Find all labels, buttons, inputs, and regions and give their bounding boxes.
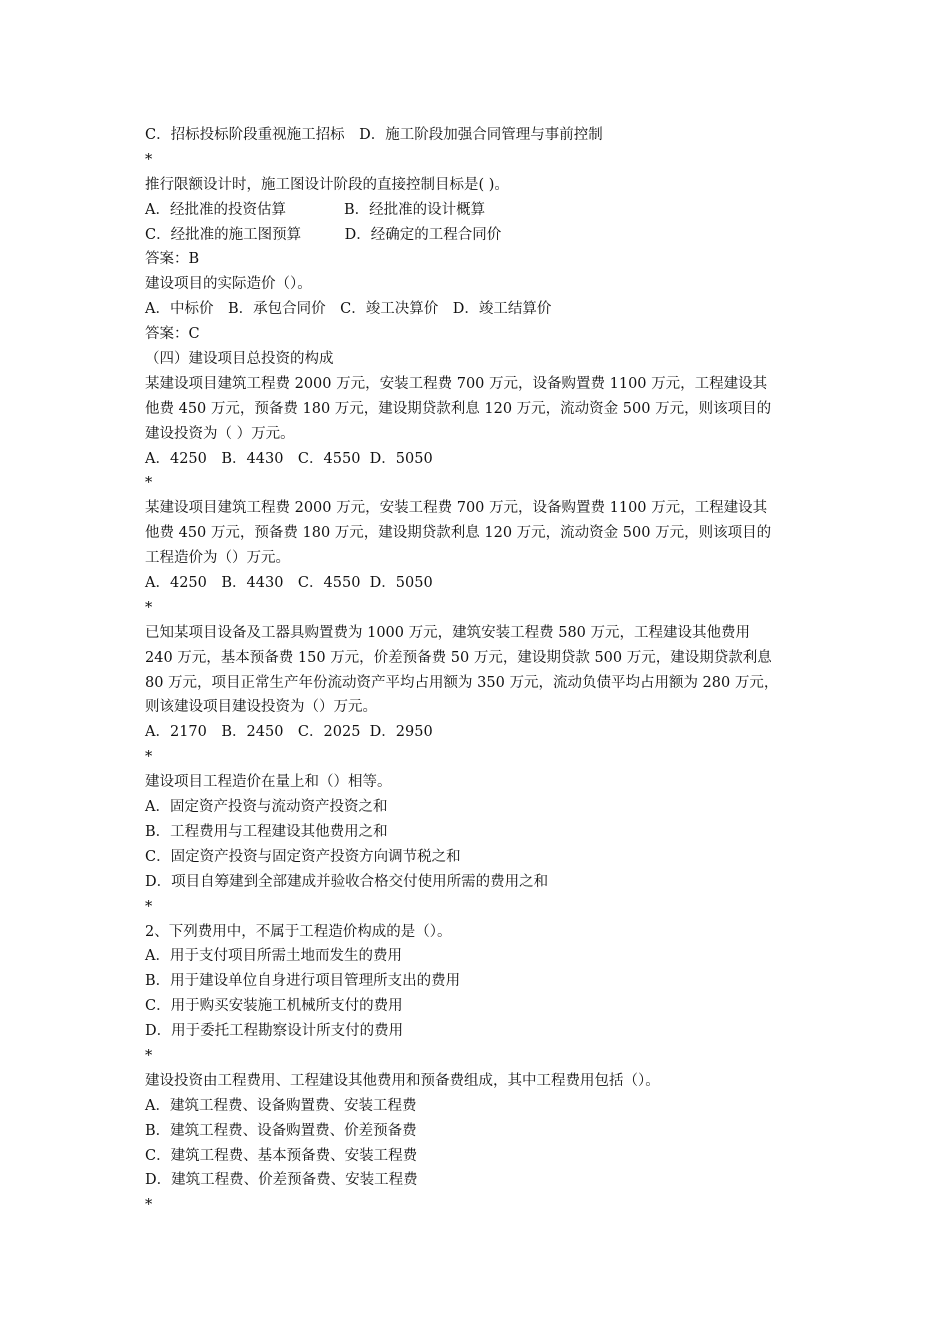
option-line: A．中标价 B．承包合同价 C．竣工决算价 D．竣工结算价 bbox=[145, 301, 552, 318]
option-line: A．建筑工程费、设备购置费、安装工程费 bbox=[145, 1097, 417, 1114]
section-heading: （四）建设项目总投资的构成 bbox=[145, 351, 334, 368]
separator-mark: * bbox=[145, 1197, 153, 1214]
option-line: D．项目自筹建到全部建成并验收合格交付使用所需的费用之和 bbox=[145, 873, 549, 890]
separator-mark: * bbox=[145, 151, 153, 168]
option-line: A．用于支付项目所需土地而发生的费用 bbox=[145, 948, 402, 965]
option-line: C．经批准的施工图预算 D．经确定的工程合同价 bbox=[145, 226, 502, 243]
question-text: 建设项目工程造价在量上和（）相等。 bbox=[145, 774, 392, 791]
option-line: C．固定资产投资与固定资产投资方向调节税之和 bbox=[145, 848, 461, 865]
question-text: 某建设项目建筑工程费 2000 万元，安装工程费 700 万元，设备购置费 1100 万元，工程建设其 bbox=[145, 500, 768, 517]
answer-line: 答案：B bbox=[145, 251, 200, 268]
document-page bbox=[145, 123, 825, 1218]
option-line: A．固定资产投资与流动资产投资之和 bbox=[145, 799, 388, 816]
question-text: 他费 450 万元，预备费 180 万元，建设期贷款利息 120 万元，流动资金 500 万元，则该项目的 bbox=[145, 525, 772, 542]
option-line: C．用于购买安装施工机械所支付的费用 bbox=[145, 998, 403, 1015]
separator-mark: * bbox=[145, 599, 153, 616]
question-text: 某建设项目建筑工程费 2000 万元，安装工程费 700 万元，设备购置费 1100 万元，工程建设其 bbox=[145, 375, 768, 392]
option-line: B．建筑工程费、设备购置费、价差预备费 bbox=[145, 1122, 417, 1139]
question-text: 80 万元，项目正常生产年份流动资产平均占用额为 350 万元，流动负债平均占用额为 280 万元， bbox=[145, 674, 779, 691]
option-line: B．用于建设单位自身进行项目管理所支出的费用 bbox=[145, 973, 461, 990]
question-text: 推行限额设计时，施工图设计阶段的直接控制目标是( )。 bbox=[145, 176, 509, 193]
separator-mark: * bbox=[145, 749, 153, 766]
separator-mark: * bbox=[145, 898, 153, 915]
question-text: 工程造价为（）万元。 bbox=[145, 550, 290, 567]
option-line: C．招标投标阶段重视施工招标 D．施工阶段加强合同管理与事前控制 bbox=[145, 127, 603, 143]
option-line: B．工程费用与工程建设其他费用之和 bbox=[145, 823, 388, 840]
answer-line: 答案：C bbox=[145, 326, 200, 343]
option-line: A．4250 B．4430 C．4550 D．5050 bbox=[145, 450, 433, 467]
separator-mark: * bbox=[145, 475, 153, 492]
question-text: 2、下列费用中，不属于工程造价构成的是（）。 bbox=[145, 923, 452, 940]
option-line: D．用于委托工程勘察设计所支付的费用 bbox=[145, 1023, 404, 1040]
option-line: A．4250 B．4430 C．4550 D．5050 bbox=[145, 575, 433, 592]
option-line: A．2170 B．2450 C．2025 D．2950 bbox=[145, 724, 433, 741]
question-text: 则该建设项目建设投资为（）万元。 bbox=[145, 699, 377, 716]
question-text: 他费 450 万元，预备费 180 万元，建设期贷款利息 120 万元，流动资金 500 万元，则该项目的 bbox=[145, 400, 772, 417]
question-text: 建设投资由工程费用、工程建设其他费用和预备费组成，其中工程费用包括（）。 bbox=[145, 1072, 660, 1089]
question-text: 建设投资为（ ）万元。 bbox=[145, 425, 295, 442]
option-line: C．建筑工程费、基本预备费、安装工程费 bbox=[145, 1147, 418, 1164]
question-text: 建设项目的实际造价（）。 bbox=[145, 276, 312, 293]
question-text: 已知某项目设备及工器具购置费为 1000 万元，建筑安装工程费 580 万元，工程建设其他费用 bbox=[145, 624, 751, 641]
option-line: A．经批准的投资估算 B．经批准的设计概算 bbox=[145, 201, 486, 218]
separator-mark: * bbox=[145, 1047, 153, 1064]
question-text: 240 万元，基本预备费 150 万元，价差预备费 50 万元，建设期贷款 500 万元，建设期贷款利息 bbox=[145, 649, 772, 666]
option-line: D．建筑工程费、价差预备费、安装工程费 bbox=[145, 1172, 418, 1189]
